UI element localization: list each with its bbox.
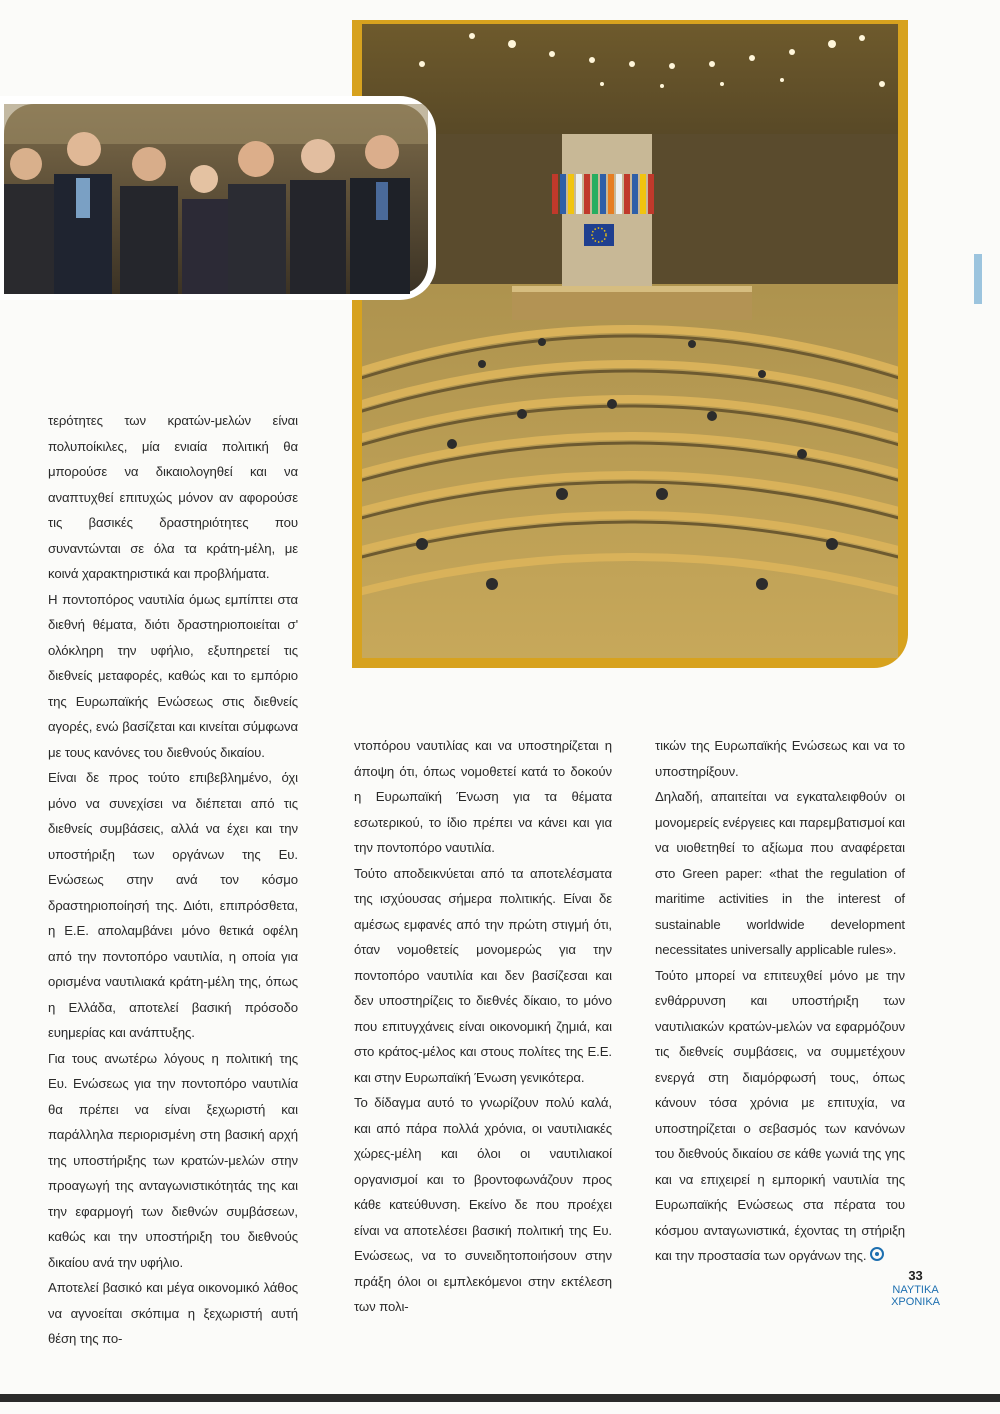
paragraph-last bbox=[655, 963, 905, 1269]
magazine-name-line1: ΝΑΥΤΙΚΑ bbox=[892, 1284, 939, 1296]
group-illustration bbox=[4, 104, 428, 294]
text-column-2 bbox=[354, 733, 612, 1320]
page-number: 33 bbox=[908, 1268, 923, 1283]
paragraph: ντοπόρου ναυτιλίας και να υποστηρίζεται η άποψη ότι, όπως νομοθετεί κατά το δοκούν η Ευρωπαϊκή Ένωση για τα θέματα εσωτερικού, το ίδιο πρέπει να κάνει και για την ποντοπόρο ναυτιλία. bbox=[354, 738, 612, 855]
paragraph: Για τους ανωτέρω λόγους η πολιτική της Ευ. Ενώσεως για την ποντοπόρο ναυτιλία θα πρέπει να είναι ξεχωριστή και παράλληλα περιορισμένη στη βασική αρχή της υποστήριξης των κρατών-μελών στην προαγωγή της ανταγωνιστικότητάς της και την εφαρμογή των διεθνών συμβάσεων, καθώς και την υποστήριξη του διεθνούς δικαίου ανά την υφήλιο. bbox=[48, 1050, 298, 1270]
text-column-1 bbox=[48, 408, 298, 1352]
magazine-name-line2: ΧΡΟΝΙΚΑ bbox=[891, 1296, 940, 1308]
paragraph: Δηλαδή, απαιτείται να εγκαταλειφθούν οι μονομερείς ενέργειες και παρεμβατισμοί και να υιοθετηθεί το αξίωμα που αναφέρεται στο Green paper: «that the regulation of maritime activities in the interest of sustainable worldwide development necessitates universally applicable rules». bbox=[655, 789, 905, 957]
paragraph-text: Τούτο μπορεί να επιτευχθεί μόνο με την ενθάρρυνση και υποστήριξη των ναυτιλιακών κρατών-μελών να εφαρμόζουν τις διεθνείς συμβάσεις, να συμμετέχουν ενεργά στη διαμόρφωσή τους, όπως κάνουν τόσα χρόνια με επιτυχία, να υποστηρίζεται ο σεβασμός των κανόνων του διεθνούς δικαίου σε κάθε γωνιά της γης και να επιχειρεί η εμπορική ναυτιλία της Ευρωπαϊκής Ενώσεως στα πέρατα του κόσμου ανταγωνιστικά, έχοντας τη στήριξη και την προστασία των οργάνων της. bbox=[655, 967, 905, 1263]
paragraph: Το δίδαγμα αυτό το γνωρίζουν πολύ καλά, και από πάρα πολλά χρόνια, οι ναυτιλιακές χώρες-μέλη και όλοι οι ναυτιλιακοί οργανισμοί και το βροντοφωνάζουν προς κάθε κατεύθυνση. Εκείνο δε που προέχει είναι να αποτελέσει βασική πολιτική της Ευ. Ενώσεως, να το συνειδητοποιήσουν στην πράξη όλοι οι εμπλεκόμενοι στην εκτέλεση των πολι- bbox=[354, 1095, 612, 1314]
end-of-article-icon bbox=[870, 1247, 884, 1261]
group-of-officials-photo bbox=[0, 96, 436, 300]
text-column-3 bbox=[655, 733, 905, 1269]
paragraph: τικών της Ευρωπαϊκής Ενώσεως και να το υποστηρίξουν. bbox=[655, 738, 905, 779]
paragraph: Η ποντοπόρος ναυτιλία όμως εμπίπτει στα διεθνή θέματα, διότι δραστηριοποιείται σ' ολόκληρη την υφήλιο, εξυπηρετεί τις διεθνείς μεταφορές, καθώς και το εμπόριο της Ευρωπαϊκής Ενώσεως στις διεθνείς αγορές, ενώ βασίζεται και κινείται σύμφωνα με τους κανόνες του διεθνούς δικαίου. bbox=[48, 591, 298, 760]
page-edge-tab bbox=[974, 254, 982, 304]
folio bbox=[891, 1270, 940, 1308]
paragraph: Τούτο αποδεικνύεται από τα αποτελέσματα της ισχύουσας σήμερα πολιτικής. Είναι δε αμέσως εμφανές από την πρώτη στιγμή ότι, όταν νομοθετείς μονομερώς για την ποντοπόρο ναυτιλία και δεν βασίζεσαι και δεν υποστηρίζεις το διεθνές δίκαιο, το μόνο που επιτυγχάνεις είναι οικονομική ζημιά, και στο κράτος-μέλος και στους πολίτες της Ε.Ε. και στην Ευρωπαϊκή Ένωση γενικότερα. bbox=[354, 865, 612, 1085]
plenary-illustration bbox=[362, 24, 898, 658]
paragraph: Αποτελεί βασικό και μέγα οικονομικό λάθος να αγνοείται σκόπιμα η ξεχωριστή αυτή θέση της πο- bbox=[48, 1280, 298, 1346]
european-parliament-plenary-photo bbox=[352, 20, 908, 668]
paragraph: τερότητες των κρατών-μελών είναι πολυποίκιλες, μία ενιαία πολιτική θα μπορούσε να δικαιολογηθεί και να αναπτυχθεί επιτυχώς μόνον αν αφορούσε τις βασικές δραστηριότητες που συναντώνται σε όλα τα κράτη-μέλη, με κοινά χαρακτηριστικά και προβλήματα. bbox=[48, 413, 298, 581]
bottom-rule bbox=[0, 1394, 1000, 1402]
paragraph: Είναι δε προς τούτο επιβεβλημένο, όχι μόνο να συνεχίσει να διέπεται από τις διεθνείς συμβάσεις, αλλά να έχει και την υποστήριξη των οργάνων της Ευ. Ενώσεως στην ανά τον κόσμο δραστηριοποίησή της. Διότι, επιπρόσθετα, η Ε.Ε. απολαμβάνει μόνο θετικά οφέλη από την ποντοπόρο ναυτιλία, η οποία για ορισμένα ναυτιλιακά κράτη-μέλη της, όπως η Ελλάδα, αποτελεί βασική πρόσοδο ευημερίας και ανάπτυξης. bbox=[48, 770, 298, 1040]
